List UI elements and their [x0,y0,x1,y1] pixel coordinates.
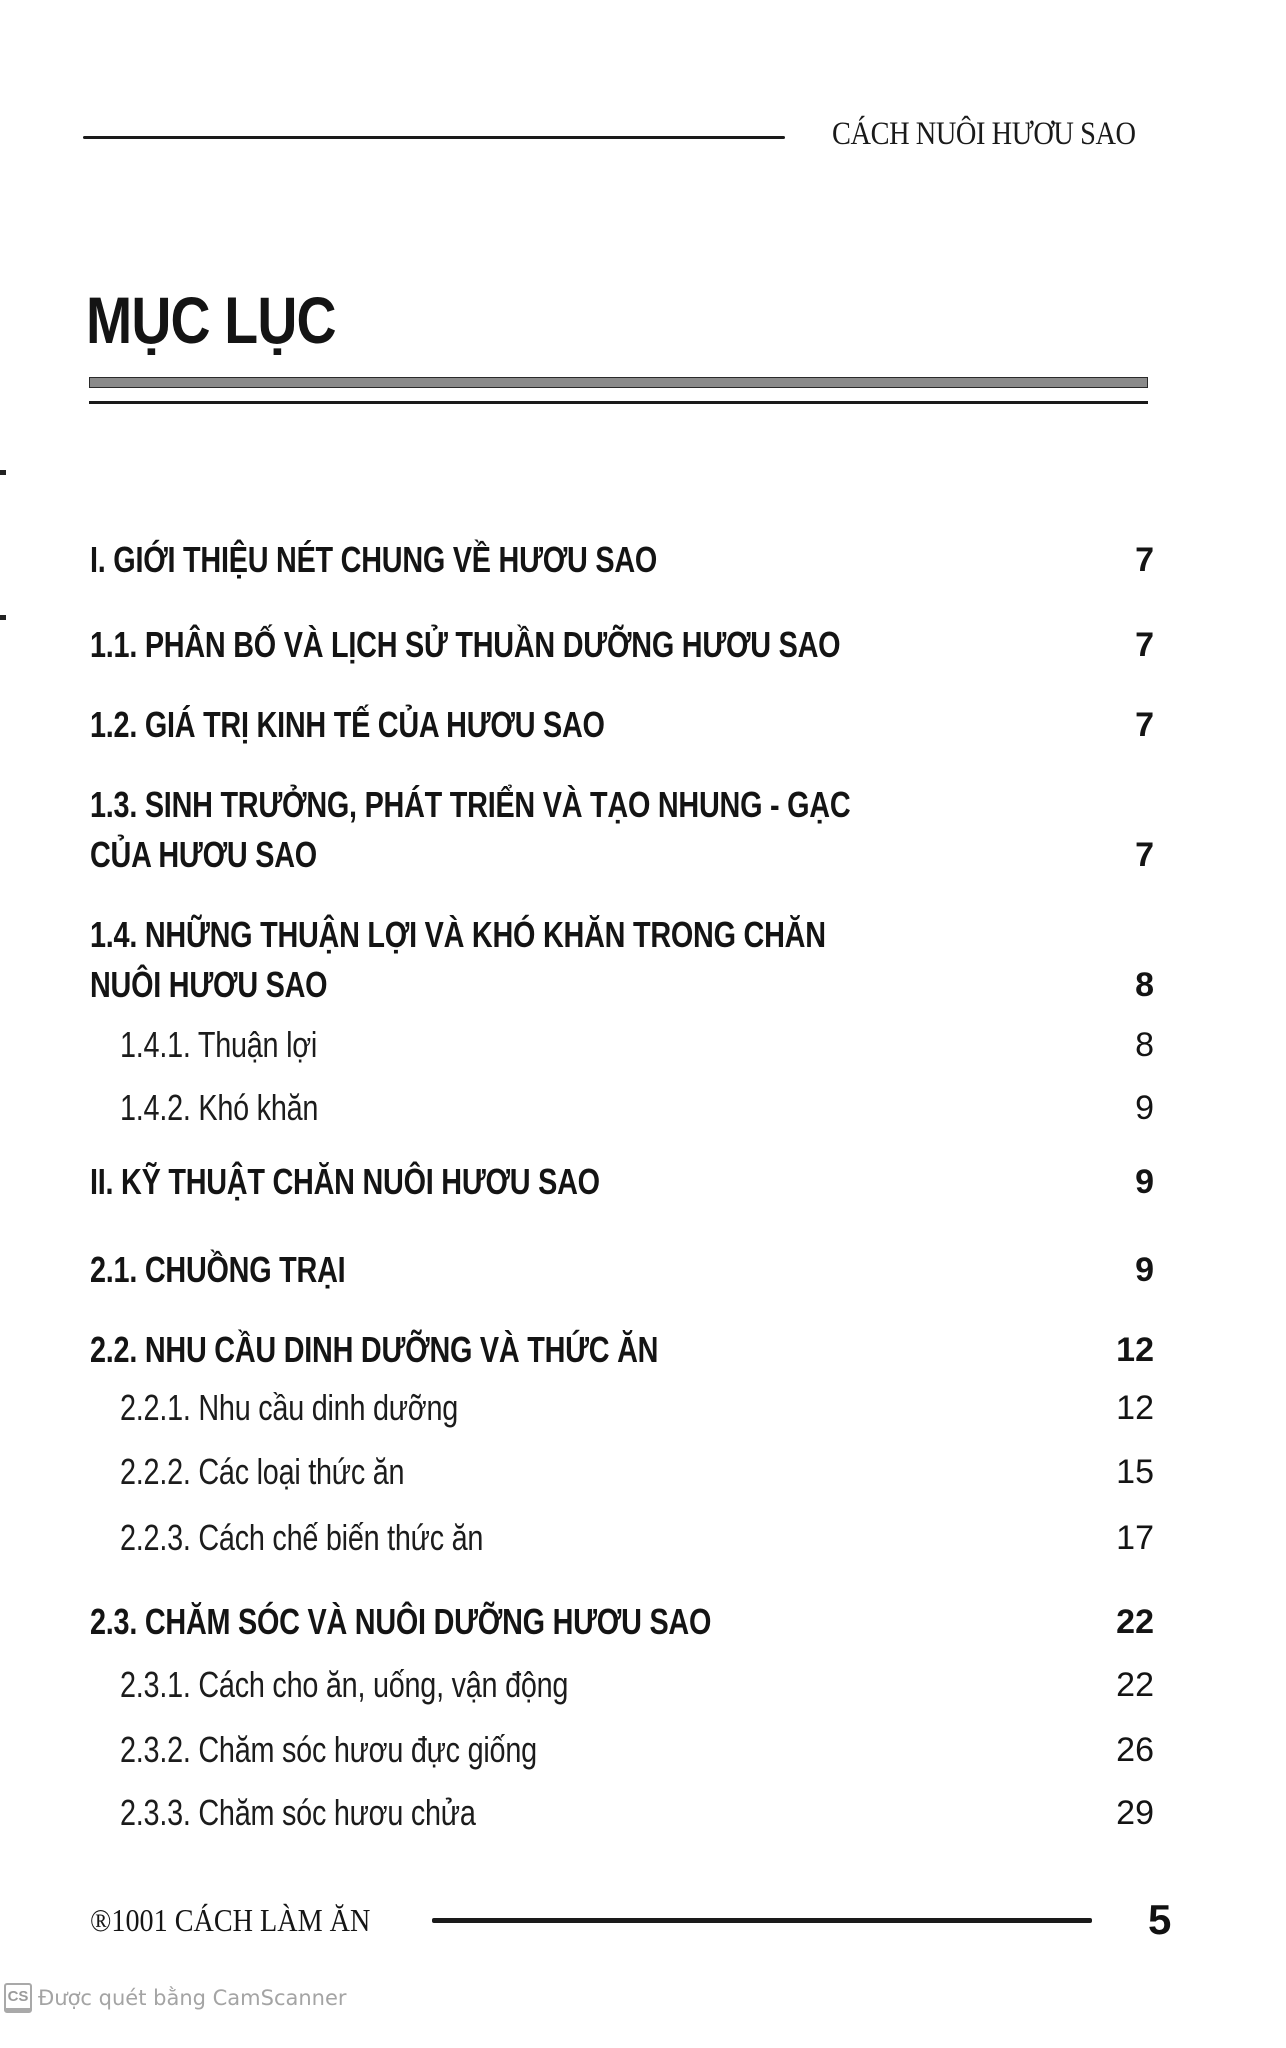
page-title: MỤC LỤC [86,283,336,357]
camscanner-watermark [4,1983,347,2013]
toc-entry-page: 7 [1135,626,1154,664]
title-underline-thick [89,377,1148,388]
toc-subentry-page: 17 [1116,1519,1154,1557]
toc-entry-page: 7 [1135,836,1154,874]
binding-edge-mark [0,615,6,620]
toc-entry-label: 2.2. NHU CẦU DINH DƯỠNG VÀ THỨC ĂN [90,1329,659,1370]
toc-subentry-label: 1.4.2. Khó khăn [120,1087,319,1128]
toc-entry-page: 22 [1116,1603,1154,1641]
toc-subentry-page: 26 [1116,1731,1154,1769]
toc-subentry-label: 2.2.1. Nhu cầu dinh dưỡng [120,1387,458,1428]
toc-subentry-label: 2.2.3. Cách chế biến thức ăn [120,1517,484,1558]
title-underline-thin [89,401,1148,404]
footer-page-number: 5 [1148,1896,1172,1943]
toc-entry-label-line2: CỦA HƯƠU SAO [90,834,317,875]
camscanner-text: Được quét bằng CamScanner [38,1986,347,2010]
toc-entry-label: II. KỸ THUẬT CHĂN NUÔI HƯƠU SAO [90,1161,600,1202]
toc-subentry-page: 29 [1116,1794,1154,1832]
toc-subentry-page: 22 [1116,1666,1154,1704]
toc-entry-label-line2: NUÔI HƯƠU SAO [90,964,328,1005]
toc-subentry-page: 12 [1116,1389,1154,1427]
toc-entry-label: 1.1. PHÂN BỐ VÀ LỊCH SỬ THUẦN DƯỠNG HƯƠU SAO [90,624,841,665]
toc-subentry-page: 15 [1116,1453,1154,1491]
toc-entry-page: 8 [1135,966,1154,1004]
header-rule [83,136,785,139]
running-header-title: CÁCH NUÔI HƯƠU SAO [832,116,1136,152]
toc-entry-page: 9 [1135,1251,1154,1289]
toc-subentry-label: 1.4.1. Thuận lợi [120,1024,318,1065]
toc-entry-label: I. GIỚI THIỆU NÉT CHUNG VỀ HƯƠU SAO [90,539,658,580]
toc-entry-label-line1: 1.4. NHỮNG THUẬN LỢI VÀ KHÓ KHĂN TRONG CHĂN [90,914,826,955]
footer-series-name: ®1001 CÁCH LÀM ĂN [90,1902,371,1938]
toc-entry-label: 2.3. CHĂM SÓC VÀ NUÔI DƯỠNG HƯƠU SAO [90,1601,712,1642]
footer-rule [432,1918,1092,1923]
toc-entry-label-line1: 1.3. SINH TRƯỞNG, PHÁT TRIỂN VÀ TẠO NHUNG - GẠC [90,784,851,825]
toc-subentry-label: 2.3.2. Chăm sóc hươu đực giống [120,1729,537,1770]
toc-entry-page: 9 [1135,1163,1154,1201]
toc-subentry-label: 2.3.3. Chăm sóc hươu chửa [120,1792,476,1833]
toc-entry-label: 1.2. GIÁ TRỊ KINH TẾ CỦA HƯƠU SAO [90,704,605,745]
binding-edge-mark [0,470,6,475]
toc-entry-page: 7 [1135,541,1154,579]
toc-subentry-page: 8 [1135,1026,1154,1064]
toc-entry-page: 12 [1116,1331,1154,1369]
toc-subentry-label: 2.2.2. Các loại thức ăn [120,1451,405,1492]
toc-subentry-label: 2.3.1. Cách cho ăn, uống, vận động [120,1664,569,1705]
toc-entry-label: 2.1. CHUỒNG TRẠI [90,1249,346,1290]
toc-subentry-page: 9 [1135,1089,1154,1127]
camscanner-logo-icon: CS [4,1983,32,2013]
toc-entry-page: 7 [1135,706,1154,744]
